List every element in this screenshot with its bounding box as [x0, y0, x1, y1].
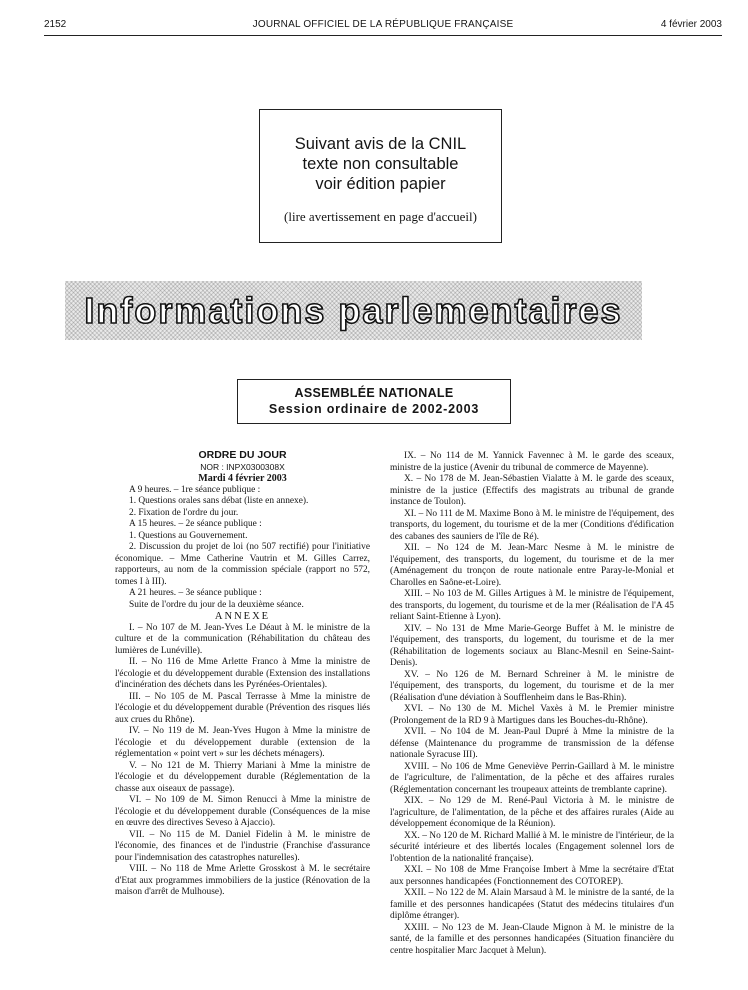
question-item: XX. – No 120 de M. Richard Mallié à M. le ministre de l'intérieur, de la sécurité intérieure et des libertés locales (Engagement solennel lors de l'obtention de la nationalité française). [390, 830, 674, 864]
question-item: XVI. – No 130 de M. Michel Vaxès à M. le Premier ministre (Prolongement de la RD 9 à Martigues dans les Bouches-du-Rhône). [390, 704, 674, 726]
journal-title: JOURNAL OFFICIEL DE LA RÉPUBLIQUE FRANÇAISE [252, 19, 514, 30]
question-item: XIII. – No 103 de M. Gilles Artigues à M. le ministre de l'équipement, des transports, du logement, du tourisme et de la mer (Réalisation de l'A 45 reliant Saint-Etienne à Lyon). [390, 589, 674, 622]
agenda-item: 1. Questions orales sans débat (liste en annexe). [129, 496, 309, 506]
page-header [44, 10, 722, 36]
agenda-item: A 15 heures. – 2e séance publique : [129, 519, 262, 529]
question-item: II. – No 116 de Mme Arlette Franco à Mme la ministre de l'écologie et du développement durable (Extension des installations d'incinération des déchets dans les Pyrénées-Orientales). [115, 657, 370, 690]
question-item: XXIII. – No 123 de M. Jean-Claude Mignon à M. le ministre de la santé, de la famille et des personnes handicapées (Situation financière du centre hospitalier Marc Jacquet à Melun). [390, 922, 674, 956]
cnil-note: (lire avertissement en page d'accueil) [284, 209, 477, 224]
assembly-name: ASSEMBLÉE NATIONALE [294, 386, 454, 400]
question-item: IX. – No 114 de M. Yannick Favennec à M. le garde des sceaux, ministre de la justice (Avenir du tribunal de commerce de Mayenne). [390, 451, 674, 473]
question-item: III. – No 105 de M. Pascal Terrasse à Mme la ministre de l'écologie et du développement durable (Prévention des risques liés aux crues du Rhône). [115, 691, 370, 725]
cnil-notice-box [259, 109, 502, 243]
agenda-item: Suite de l'ordre du jour de la deuxième séance. [129, 599, 304, 610]
question-item: VIII. – No 118 de Mme Arlette Grosskost à M. le secrétaire d'Etat aux programmes immobiliers de la justice (Rénovation de la maison d'arrêt de Mulhouse). [115, 864, 370, 897]
page-number: 2152 [44, 19, 67, 30]
agenda-item: 2. Discussion du projet de loi (no 507 rectifié) pour l'initiative économique. – Mme Catherine Vautrin et M. Gilles Carrez, rapporteurs, au nom de la commission spéciale (rapport no 572, tomes I à III). [115, 542, 370, 587]
question-item: XV. – No 126 de M. Bernard Schreiner à M. le ministre de l'équipement, des transports, du logement, du tourisme et de la mer (Réalisation d'une déviation à Soufflenheim dans le Bas-Rhin). [390, 669, 674, 703]
question-item: VI. – No 109 de M. Simon Renucci à Mme la ministre de l'écologie et du développement durable (Conséquences de la mise en œuvre des directives Seveso à Ajaccio). [115, 795, 370, 828]
question-item: XXII. – No 122 de M. Alain Marsaud à M. le ministre de la santé, de la famille et des personnes handicapées (Statut des médecins titulaires d'un diplôme étranger). [390, 888, 674, 921]
cnil-line-1: Suivant avis de la CNIL [294, 135, 467, 153]
question-item: X. – No 178 de M. Jean-Sébastien Vialatte à M. le garde des sceaux, ministre de la justice (Effectifs des magistrats au tribunal de grande instance de Toulon). [390, 474, 674, 507]
question-item: XIX. – No 129 de M. René-Paul Victoria à M. le ministre de l'agriculture, de l'alimentation, de la pêche et des affaires rurales (Aide au développement économique de la Réunion). [390, 796, 674, 829]
question-item: XIV. – No 131 de Mme Marie-George Buffet à M. le ministre de l'équipement, des transports, du logement, du tourisme et de la mer (Réhabilitation de logements sociaux au Blanc-Mesnil en Seine-Saint-Denis). [390, 623, 674, 668]
session-label: Session ordinaire de 2002-2003 [268, 402, 480, 416]
question-item: IV. – No 119 de M. Jean-Yves Hugon à Mme la ministre de l'écologie et du développement durable (extension de la réglementation « point vert » sur les déchets ménagers). [115, 726, 370, 759]
agenda-item: A 9 heures. – 1re séance publique : [129, 484, 261, 495]
banner-title: Informations parlementaires [84, 289, 623, 331]
question-item: XVII. – No 104 de M. Jean-Paul Dupré à Mme la ministre de la défense (Maintenance du programme de transmission de la défense nationale Syracuse III). [390, 727, 674, 760]
question-item: XII. – No 124 de M. Jean-Marc Nesme à M. le ministre de l'équipement, des transports, du logement, du tourisme et de la mer (Aménagement du tronçon de route nationale entre Paray-le-Monial et Charolles en Saône-et-Loire). [390, 543, 674, 588]
question-item: XVIII. – No 106 de Mme Geneviève Perrin-Gaillard à M. le ministre de l'agriculture, de l'alimentation, de la pêche et des affaires rurales (Réglementation concernant les troupeaux atteints de tremblante caprine). [390, 761, 674, 795]
question-item: I. – No 107 de M. Jean-Yves Le Déaut à M. le ministre de la culture et de la communication (Réhabilitation du château des lumières de Lunéville). [115, 622, 370, 656]
agenda-item: A 21 heures. – 3e séance publique : [129, 588, 262, 598]
cnil-line-3: voir édition papier [315, 175, 446, 193]
issue-date: 4 février 2003 [660, 19, 722, 30]
question-item: VII. – No 115 de M. Daniel Fidelin à M. le ministre de l'économie, des finances et de l'industrie (Franchise d'assurance pour l'indemnisation des catastrophes naturelles). [115, 829, 370, 863]
agenda-heading: ORDRE DU JOUR [198, 449, 287, 461]
cnil-line-2: texte non consultable [302, 155, 459, 173]
question-item: XXI. – No 108 de Mme Françoise Imbert à Mme la secrétaire d'Etat aux personnes handicapées (Fonctionnement des COTOREP). [390, 865, 674, 887]
question-item: XI. – No 111 de M. Maxime Bono à M. le ministre de l'équipement, des transports, du logement, du tourisme et de la mer (Conditions d'édification des cabanes des sauniers de l'île de Ré). [390, 508, 674, 542]
header-rule [44, 35, 722, 36]
annexe-heading: ANNEXE [214, 611, 271, 622]
agenda-item: 1. Questions au Gouvernement. [129, 530, 248, 541]
left-column [115, 450, 370, 899]
agenda-item: 2. Fixation de l'ordre du jour. [129, 507, 239, 518]
right-column [390, 451, 674, 957]
section-banner [65, 281, 642, 340]
nor-reference: NOR : INPX0300308X [200, 461, 285, 472]
question-item: V. – No 121 de M. Thierry Mariani à Mme la ministre de l'écologie et du développement durable (Réglementation de la chasse aux oiseaux de passage). [115, 760, 370, 794]
assembly-box [237, 379, 511, 424]
agenda-day: Mardi 4 février 2003 [198, 473, 287, 484]
